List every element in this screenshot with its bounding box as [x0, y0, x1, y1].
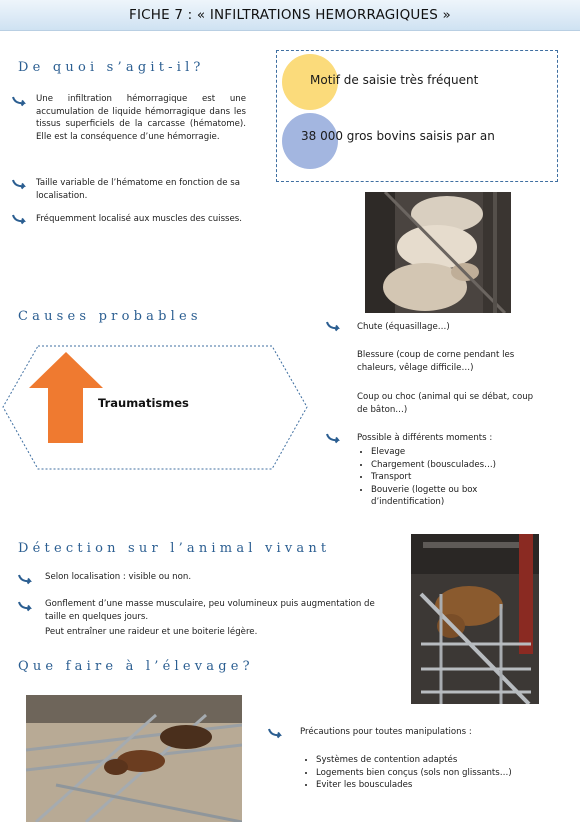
moment-item: • Transport [371, 471, 547, 484]
moment-item: • Bouverie (logette ou box d’indentification) [371, 484, 547, 509]
page-title: FICHE 7 : « INFILTRATIONS HEMORRAGIQUES » [129, 7, 451, 23]
detection-bullet-1: Selon localisation : visible ou non. [45, 572, 192, 582]
action-item: • Systèmes de contention adaptés [316, 754, 552, 767]
what-bullet-2: Taille variable de l’hématome en fonction de sa localisation. [36, 178, 240, 201]
cause-2: Blessure (coup de corne pendant les chaleurs, vêlage difficile…) [357, 350, 515, 373]
action-item: • Eviter les bousculades [316, 779, 552, 792]
moments-intro: Possible à différents moments : [357, 433, 493, 443]
bullet-arrow-icon [12, 213, 28, 225]
section-heading-what: De quoi s’agit-il? [18, 60, 205, 75]
action-item: • Logements bien conçus (sols non glissants…) [316, 767, 552, 780]
section-heading-detection: Détection sur l’animal vivant [18, 541, 331, 556]
what-bullet-1: Une infiltration hémorragique est une accumulation de liquide hémorragique dans les tissus superficiels de la carcasse (hématome). Elle est la conséquence d’une hémorragie. [36, 94, 246, 142]
action-intro: Précautions pour toutes manipulations : [300, 727, 472, 737]
bullet-arrow-icon [18, 600, 34, 612]
photo-loading-ramp [411, 534, 539, 704]
bullet-arrow-icon [18, 573, 34, 585]
up-arrow-icon [28, 351, 104, 444]
moments-list [357, 446, 547, 509]
info-seizures: 38 000 gros bovins saisis par an [301, 129, 495, 143]
moment-item: • Chargement (bousculades…) [371, 459, 547, 472]
photo-cattle-chute [365, 192, 511, 313]
action-list [302, 754, 552, 792]
bullet-arrow-icon [326, 320, 342, 332]
what-bullet-3: Fréquemment localisé aux muscles des cuisses. [36, 214, 243, 224]
photo-cattle-pen [26, 695, 242, 822]
bullet-arrow-icon [268, 727, 284, 739]
bullet-arrow-icon [12, 178, 28, 190]
info-frequency: Motif de saisie très fréquent [310, 73, 479, 87]
moment-item: • Elevage [371, 446, 547, 459]
detection-bullet-3: Peut entraîner une raideur et une boiterie légère. [45, 627, 258, 637]
section-heading-action: Que faire à l’élevage? [18, 659, 254, 674]
section-heading-causes: Causes probables [18, 309, 202, 324]
cause-1: Chute (équasillage…) [357, 322, 450, 332]
detection-bullet-2: Gonflement d’une masse musculaire, peu volumineux puis augmentation de taille en quelques jours. [45, 599, 375, 622]
bullet-arrow-icon [326, 432, 342, 444]
bullet-arrow-icon [12, 95, 28, 107]
cause-3: Coup ou choc (animal qui se débat, coup de bâton…) [357, 392, 534, 415]
diagram-label: Traumatismes [98, 396, 189, 410]
